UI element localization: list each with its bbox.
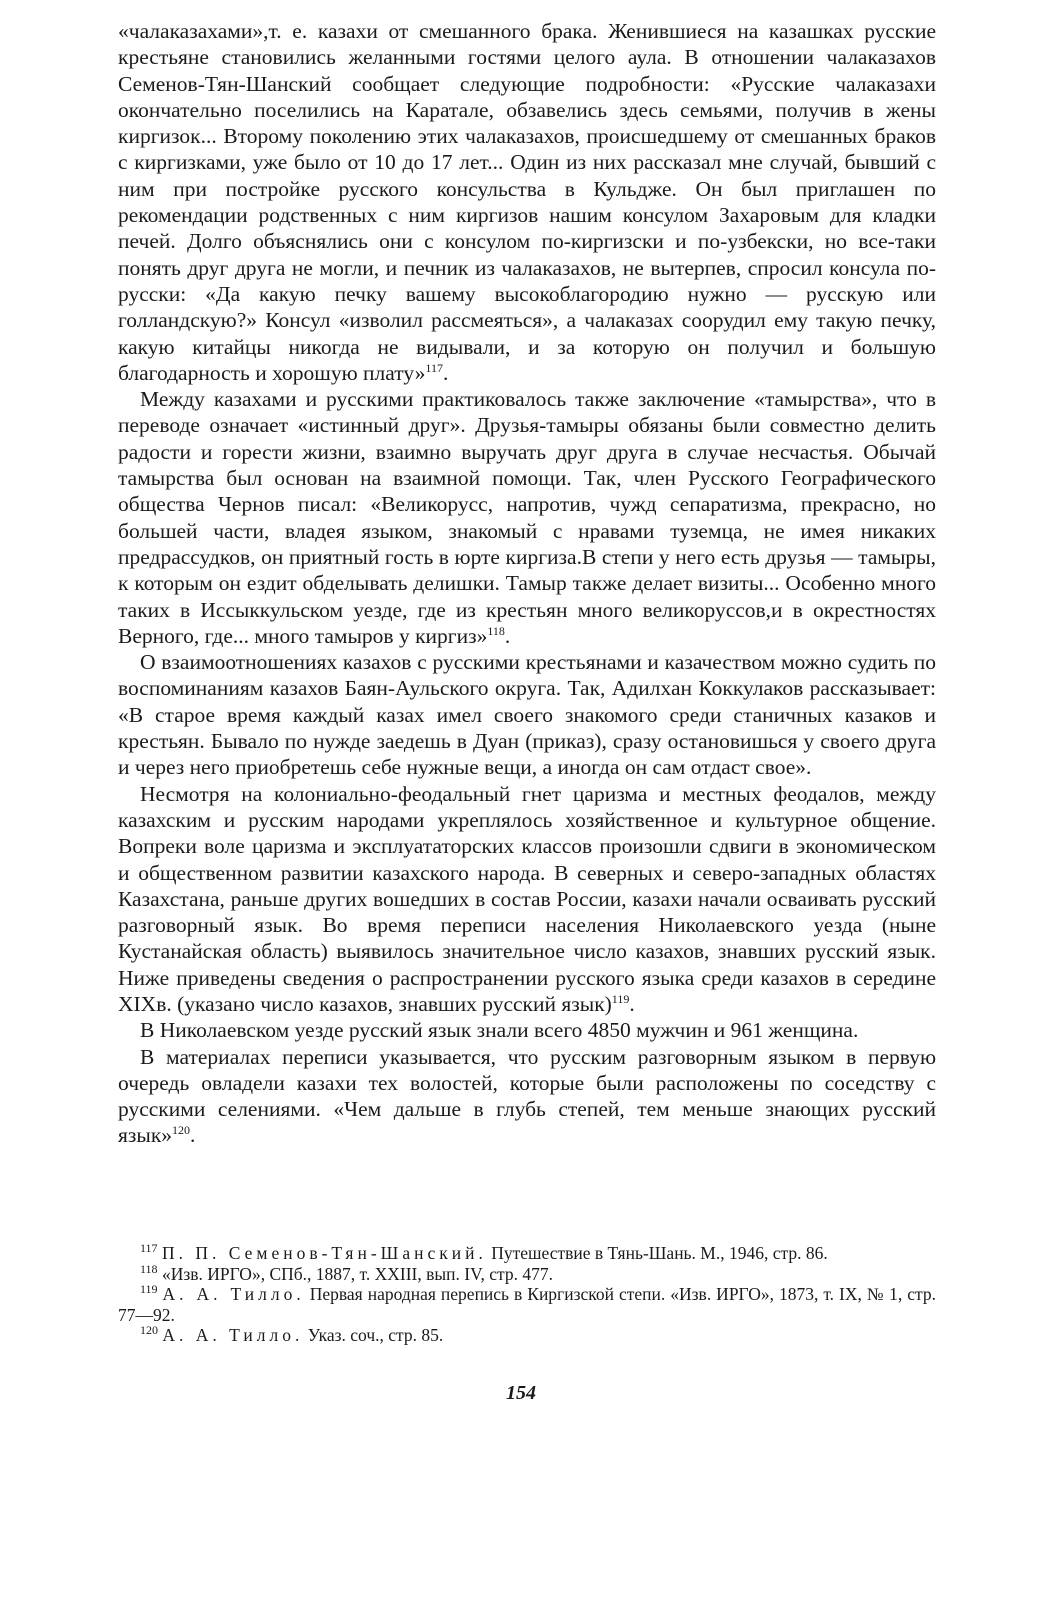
- footnote-author: А. А. Тилло.: [162, 1325, 304, 1345]
- footnote-118: [118, 1261, 936, 1285]
- footnote-ref-118: 118: [487, 623, 505, 638]
- paragraph-3: [118, 649, 936, 780]
- paragraph-1: [118, 18, 936, 386]
- footnote-text: Указ. соч., стр. 85.: [303, 1325, 444, 1345]
- paragraph-4: [118, 781, 936, 1018]
- footnote-number: 120: [140, 1323, 158, 1338]
- footnote-ref-117: 117: [425, 360, 443, 375]
- footnote-number: 117: [140, 1241, 158, 1256]
- page-number: 154: [506, 1382, 536, 1404]
- paragraph-2-text: Между казахами и русскими практиковалось также заключение «тамырства», что в переводе означает «истинный друг». Друзья-тамыры обязаны были совместно делить радости и горести жизни, взаимно выручать друг друга в случае несчастья. Обычай тамырства был основан на взаимной помощи. Так, член Русского Географического общества Чернов писал: «Великорусс, напротив, чужд сепаратизма, прекрасно, но большей части, владея языком, знакомый с нравами туземца, не имея никаких предрассудков, он приятный гость в юрте киргиза.В степи у него есть друзья — тамыры, к которым он ездит обделывать делишки. Тамыр также делает визиты... Особенно много таких в Иссыккульском уезде, где из крестьян много великоруссов,и в окрестностях Верного, где... много тамыров у киргиз»: [118, 387, 936, 648]
- footnote-text: Путешествие в Тянь-Шань. М., 1946, стр. 86.: [486, 1243, 828, 1263]
- footnote-120: [118, 1325, 936, 1346]
- paragraph-6-end: .: [190, 1123, 196, 1148]
- paragraph-3-text: О взаимоотношениях казахов с русскими крестьянами и казачеством можно судить по воспоминаниям казахов Баян-Аульского округа. Так, Адилхан Коккулаков рассказывает: «В старое время каждый казах имел своего знакомого среди станичных казаков и крестьян. Бывало по нужде заедешь в Дуан (приказ), сразу остановишься у своего друга и через него приобретешь себе нужные вещи, а иногда он сам отдаст свое».: [118, 650, 936, 780]
- footnote-text: «Изв. ИРГО», СПб., 1887, т. XXIII, вып. IV, стр. 477.: [161, 1263, 553, 1284]
- paragraph-6-text: В материалах переписи указывается, что русским разговорным языком в первую очередь овладели казахи тех волостей, которые были расположены по соседству с русскими селениями. «Чем дальше в глубь степей, тем меньше знающих русский язык»: [118, 1044, 936, 1148]
- paragraph-2: [118, 386, 936, 649]
- footnote-text: Первая народная перепись в Киргизской степи. «Изв. ИРГО», 1873, т. IX, № 1, стр. 77—92.: [118, 1284, 936, 1325]
- footnote-ref-119: 119: [611, 991, 630, 1006]
- paragraph-5: [118, 1017, 936, 1043]
- paragraph-4-text: Несмотря на колониально-феодальный гнет царизма и местных феодалов, между казахским и русским народами укреплялось хозяйственное и культурное общение. Вопреки воле царизма и эксплуататорских классов произошли сдвиги в экономическом и общественном развитии казахского народа. В северных и северо-западных областях Казахстана, раньше других вошедших в состав России, казахи начали осваивать русский разговорный язык. Во время переписи населения Николаевского уезда (ныне Кустанайская область) выявилось значительное число казахов, знавших русский язык. Ниже приведены сведения о распространении русского языка среди казахов в середине XIXв. (указано число казахов, знавших русский язык): [118, 781, 936, 1016]
- footnote-119: [118, 1284, 936, 1325]
- paragraph-1-text: «чалаказахами»,т. е. казахи от смешанного брака. Женившиеся на казашках русские крестьяне становились желанными гостями целого аула. В отношении чалаказахов Семенов-Тян-Шанский сообщает следующие подробности: «Русские чалаказахи окончательно поселились на Каратале, обзавелись здесь семьями, получив в жены киргизок... Второму поколению этих чалаказахов, происшедшему от смешанных браков с киргизками, уже было от 10 до 17 лет... Один из них рассказал мне случай, бывший с ним при постройке русского консульства в Кульдже. Он был приглашен по рекомендации родственных с ним киргизов нашим консулом Захаровым для кладки печей. Долго объяснялись они с консулом по-киргизски и по-узбекски, но все-таки понять друг друга не могли, и печник из чалаказахов, не вытерпев, спросил консула по-русски: «Да какую печку вашему высокоблагородию нужно — русскую или голландскую?» Консул «изволил рассмеяться», а чалаказах соорудил ему такую печку, какую китайцы никогда не видывали, и за которую он получил и большую благодарность и хорошую плату»: [118, 19, 936, 385]
- paragraph-4-end: .: [629, 991, 635, 1016]
- footnote-number: 119: [140, 1282, 158, 1297]
- footnote-number: 118: [140, 1261, 158, 1276]
- main-text: [118, 18, 936, 1149]
- paragraph-5-text: В Николаевском уезде русский язык знали всего 4850 мужчин и 961 женщина.: [140, 1018, 859, 1043]
- footnote-ref-120: 120: [172, 1123, 191, 1138]
- paragraph-1-end: .: [442, 360, 449, 385]
- footnotes: [118, 1243, 936, 1346]
- footnote-117: [118, 1243, 936, 1264]
- paragraph-2-end: .: [504, 623, 511, 648]
- footnote-author: А. А. Тилло.: [162, 1284, 305, 1304]
- paragraph-6: [118, 1044, 936, 1149]
- footnote-author: П. П. Семенов-Тян-Шанский.: [161, 1243, 487, 1263]
